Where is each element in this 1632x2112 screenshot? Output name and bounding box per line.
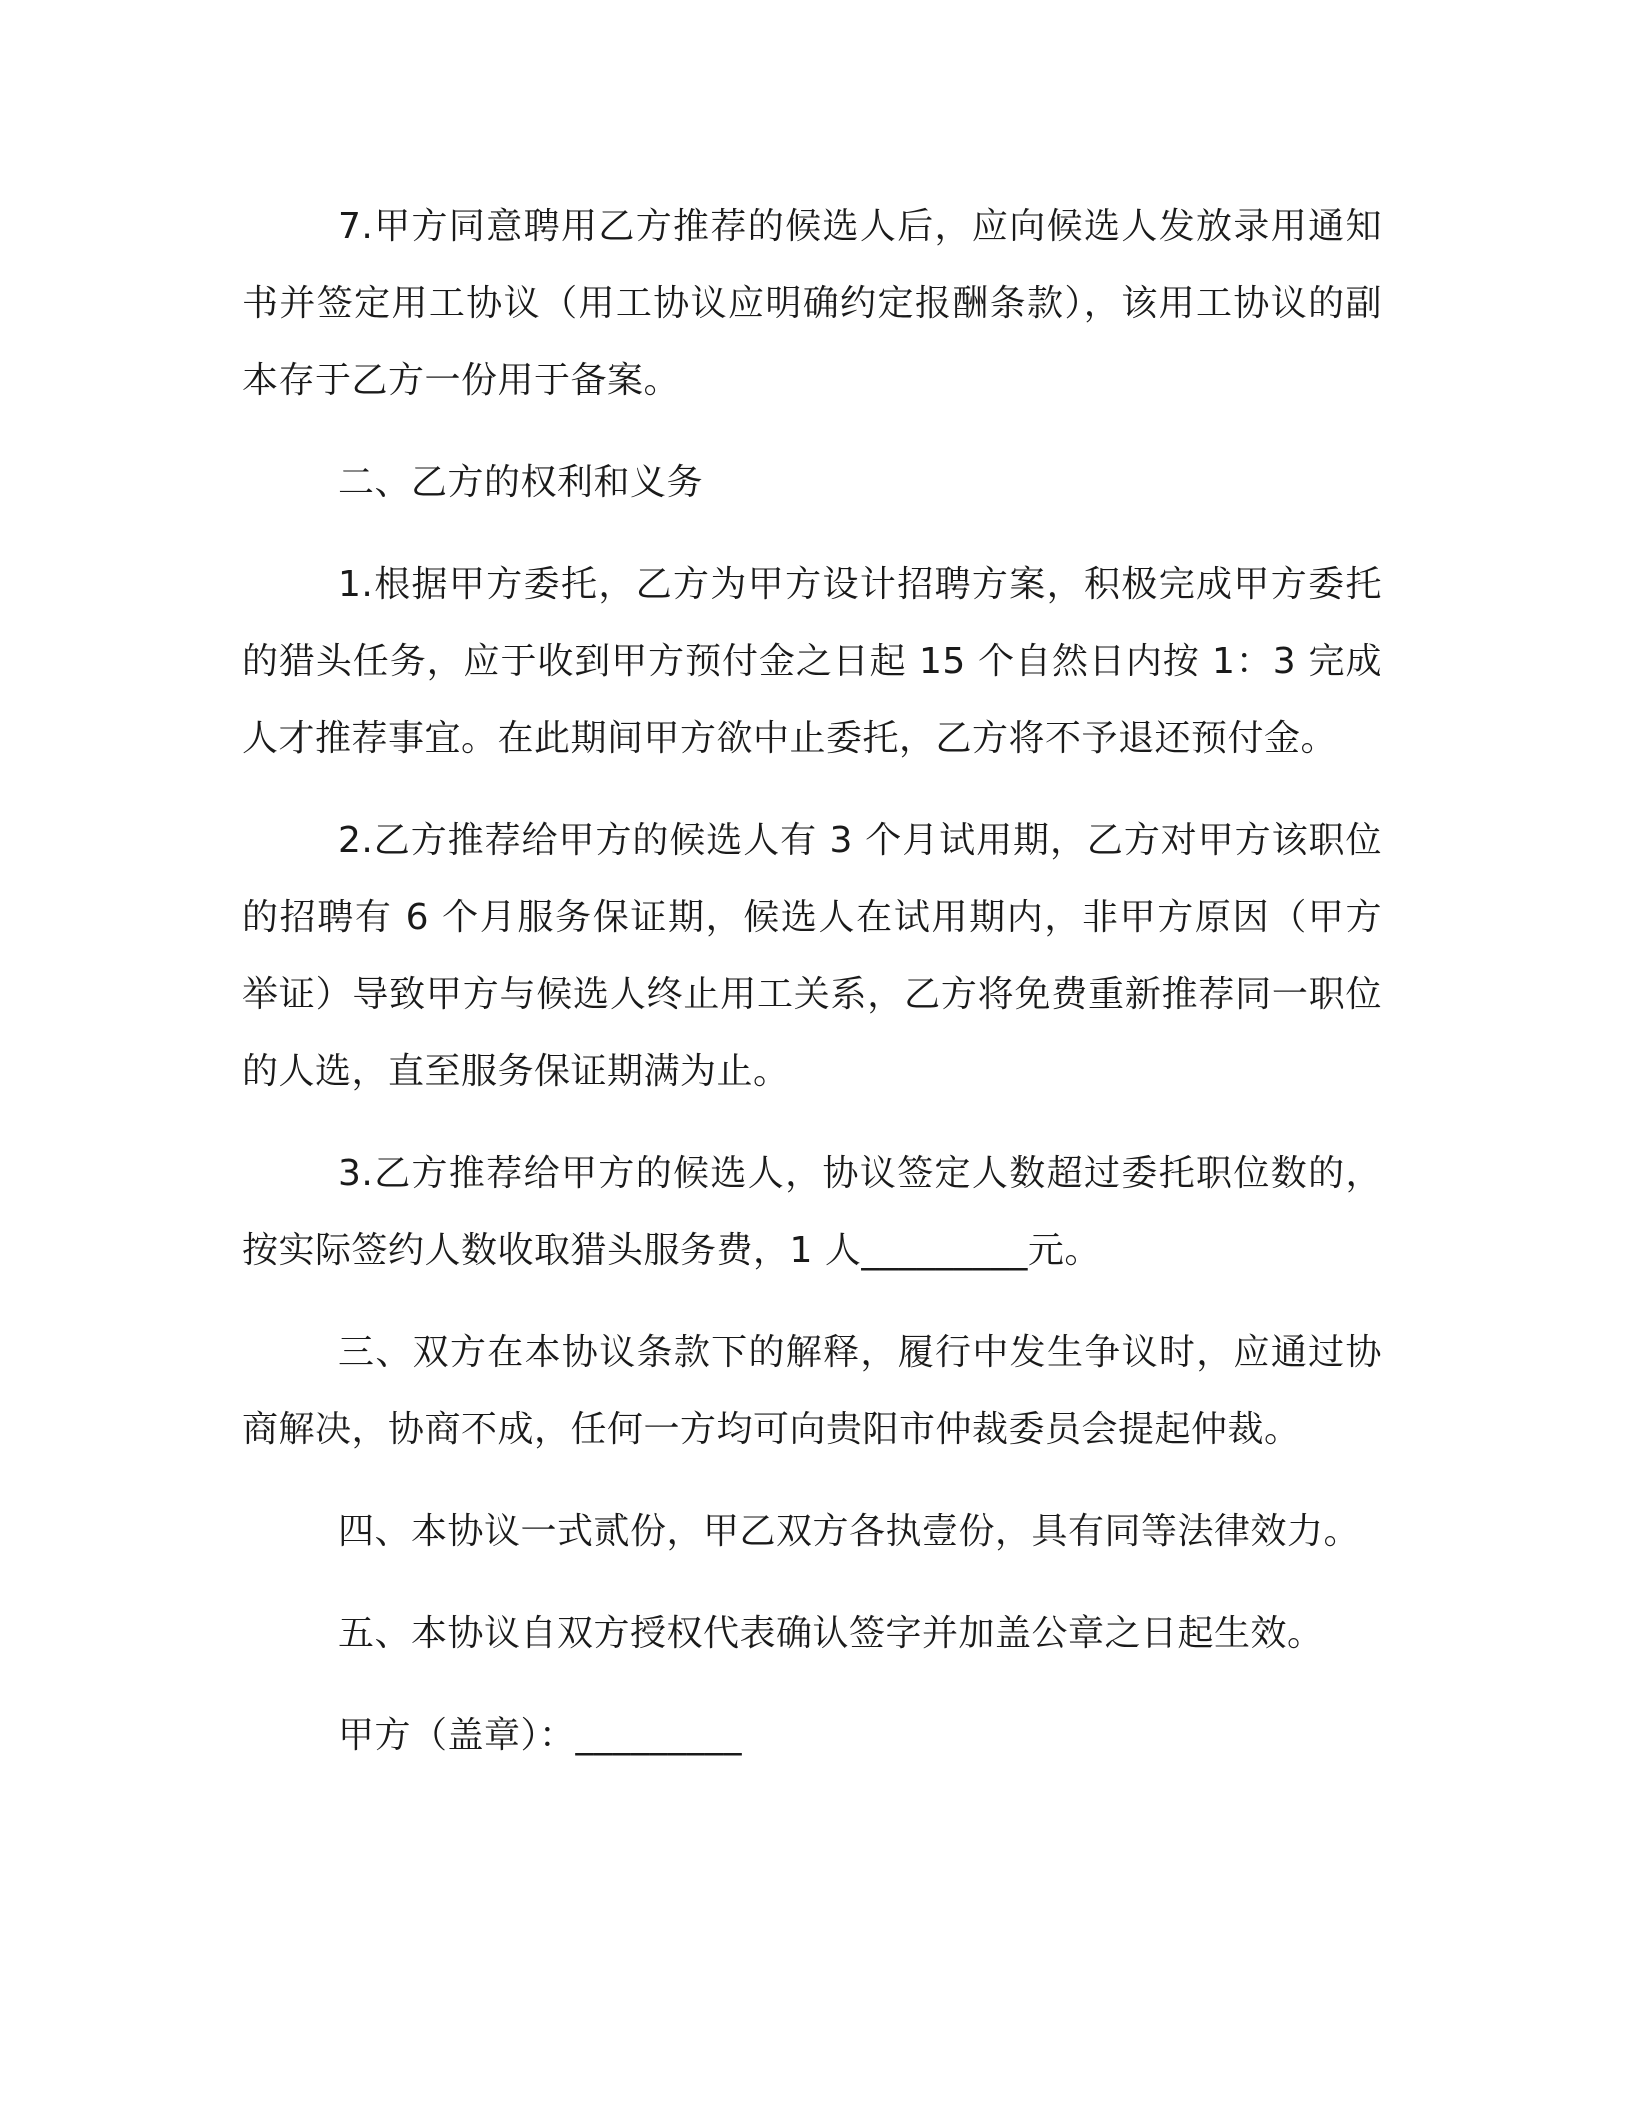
clause-2-2: 2.乙方推荐给甲方的候选人有 3 个月试用期，乙方对甲方该职位的招聘有 6 个月服务保证期，候选人在试用期内，非甲方原因（甲方举证）导致甲方与候选人终止用工关系，乙方将免费重新推荐同一职位的人选，直至服务保证期满为止。 — [242, 820, 1382, 1092]
clause-2-3: 3.乙方推荐给甲方的候选人，协议签定人数超过委托职位数的，按实际签约人数收取猎头服务费，1 人_________元。 — [242, 1153, 1382, 1271]
section-4-copies: 四、本协议一式贰份，甲乙双方各执壹份，具有同等法律效力。 — [338, 1511, 1361, 1552]
section-5-effective: 五、本协议自双方授权代表确认签字并加盖公章之日起生效。 — [338, 1613, 1324, 1654]
section-2-heading: 二、乙方的权利和义务 — [338, 462, 704, 503]
document-body — [242, 188, 1382, 1799]
section-3-dispute: 三、双方在本协议条款下的解释，履行中发生争议时，应通过协商解决，协商不成，任何一方均可向贵阳市仲裁委员会提起仲裁。 — [242, 1332, 1382, 1450]
signature-line-party-a: 甲方（盖章）：_________ — [338, 1715, 743, 1756]
clause-2-1: 1.根据甲方委托，乙方为甲方设计招聘方案，积极完成甲方委托的猎头任务，应于收到甲方预付金之日起 15 个自然日内按 1：3 完成人才推荐事宜。在此期间甲方欲中止委托，乙方将不予退还预付金。 — [242, 564, 1382, 759]
clause-7: 7.甲方同意聘用乙方推荐的候选人后，应向候选人发放录用通知书并签定用工协议（用工协议应明确约定报酬条款），该用工协议的副本存于乙方一份用于备案。 — [242, 206, 1382, 401]
